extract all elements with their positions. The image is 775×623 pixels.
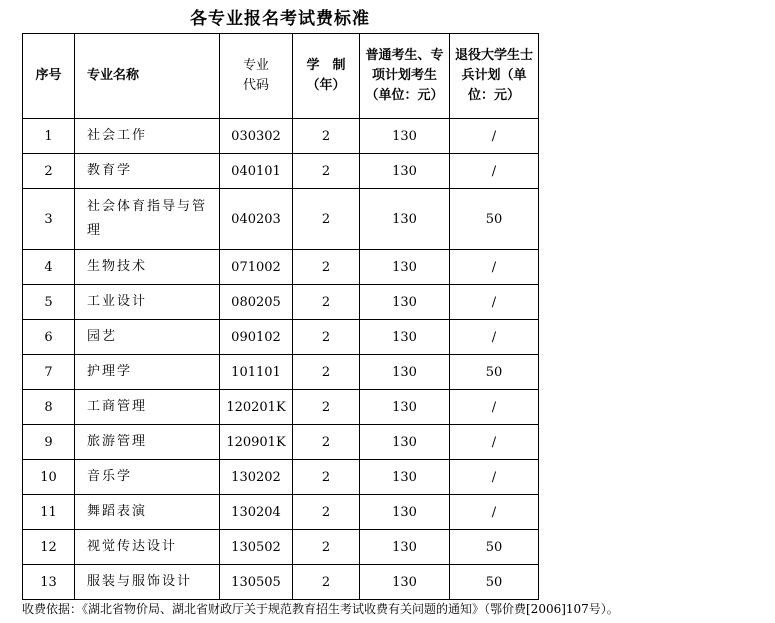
fee-table	[22, 33, 539, 600]
cell-seq: 7	[23, 355, 75, 390]
cell-years: 2	[293, 565, 360, 600]
cell-name: 园艺	[75, 320, 220, 355]
cell-veteran: 50	[450, 189, 539, 250]
cell-veteran: 50	[450, 565, 539, 600]
cell-name: 社会体育指导与管理	[75, 189, 220, 250]
cell-code: 030302	[220, 119, 293, 154]
header-seq: 序号	[23, 34, 75, 119]
cell-veteran: /	[450, 390, 539, 425]
cell-years: 2	[293, 285, 360, 320]
header-code-line1: 专业	[242, 58, 269, 73]
cell-normal: 130	[360, 495, 450, 530]
cell-name: 舞蹈表演	[75, 495, 220, 530]
cell-veteran: 50	[450, 355, 539, 390]
cell-years: 2	[293, 390, 360, 425]
table-row	[23, 390, 539, 425]
cell-years: 2	[293, 320, 360, 355]
cell-code: 101101	[220, 355, 293, 390]
cell-seq: 4	[23, 250, 75, 285]
cell-seq: 8	[23, 390, 75, 425]
cell-years: 2	[293, 250, 360, 285]
cell-code: 130204	[220, 495, 293, 530]
cell-code: 040203	[220, 189, 293, 250]
header-code	[220, 34, 293, 119]
cell-seq: 9	[23, 425, 75, 460]
cell-seq: 3	[23, 189, 75, 250]
cell-name: 音乐学	[75, 460, 220, 495]
cell-normal: 130	[360, 460, 450, 495]
cell-code: 130502	[220, 530, 293, 565]
cell-code: 130202	[220, 460, 293, 495]
cell-veteran: /	[450, 425, 539, 460]
header-name: 专业名称	[75, 34, 220, 119]
cell-code: 080205	[220, 285, 293, 320]
header-code-line2: 代码	[242, 78, 269, 93]
cell-seq: 2	[23, 154, 75, 189]
cell-years: 2	[293, 119, 360, 154]
cell-veteran: 50	[450, 530, 539, 565]
cell-normal: 130	[360, 320, 450, 355]
cell-seq: 11	[23, 495, 75, 530]
cell-normal: 130	[360, 285, 450, 320]
page-title: 各专业报名考试费标准	[190, 9, 370, 29]
header-years-line2: （年）	[306, 78, 346, 93]
cell-code: 130505	[220, 565, 293, 600]
cell-veteran: /	[450, 460, 539, 495]
table-row	[23, 460, 539, 495]
cell-years: 2	[293, 154, 360, 189]
table-row	[23, 285, 539, 320]
header-years	[293, 34, 360, 119]
cell-seq: 13	[23, 565, 75, 600]
table-row	[23, 320, 539, 355]
cell-normal: 130	[360, 355, 450, 390]
cell-name: 服装与服饰设计	[75, 565, 220, 600]
table-row	[23, 495, 539, 530]
cell-seq: 6	[23, 320, 75, 355]
cell-normal: 130	[360, 390, 450, 425]
cell-years: 2	[293, 495, 360, 530]
cell-veteran: /	[450, 154, 539, 189]
cell-years: 2	[293, 189, 360, 250]
cell-seq: 10	[23, 460, 75, 495]
cell-code: 040101	[220, 154, 293, 189]
table-row	[23, 530, 539, 565]
cell-veteran: /	[450, 285, 539, 320]
table-header-row	[23, 34, 539, 119]
cell-code: 120901K	[220, 425, 293, 460]
cell-name: 工业设计	[75, 285, 220, 320]
cell-code: 071002	[220, 250, 293, 285]
table-row	[23, 425, 539, 460]
cell-name: 生物技术	[75, 250, 220, 285]
cell-normal: 130	[360, 565, 450, 600]
cell-years: 2	[293, 530, 360, 565]
cell-code: 120201K	[220, 390, 293, 425]
cell-seq: 5	[23, 285, 75, 320]
cell-name: 工商管理	[75, 390, 220, 425]
cell-code: 090102	[220, 320, 293, 355]
table-row	[23, 154, 539, 189]
cell-normal: 130	[360, 250, 450, 285]
header-normal-fee: 普通考生、专项计划考生（单位：元）	[360, 34, 450, 119]
cell-veteran: /	[450, 495, 539, 530]
cell-normal: 130	[360, 189, 450, 250]
cell-normal: 130	[360, 119, 450, 154]
cell-normal: 130	[360, 530, 450, 565]
cell-name: 旅游管理	[75, 425, 220, 460]
cell-name: 教育学	[75, 154, 220, 189]
cell-seq: 1	[23, 119, 75, 154]
header-years-line1: 学 制	[306, 58, 346, 73]
cell-years: 2	[293, 425, 360, 460]
cell-veteran: /	[450, 320, 539, 355]
cell-years: 2	[293, 355, 360, 390]
cell-name: 护理学	[75, 355, 220, 390]
table-row	[23, 189, 539, 250]
cell-veteran: /	[450, 250, 539, 285]
cell-years: 2	[293, 460, 360, 495]
fee-basis-note: 收费依据：《湖北省物价局、湖北省财政厅关于规范教育招生考试收费有关问题的通知》（鄂价费[2006]107号）。	[22, 602, 619, 616]
table-row	[23, 250, 539, 285]
cell-normal: 130	[360, 425, 450, 460]
table-row	[23, 565, 539, 600]
table-row	[23, 119, 539, 154]
cell-name: 社会工作	[75, 119, 220, 154]
header-veteran-fee: 退役大学生士兵计划（单位：元）	[450, 34, 539, 119]
cell-seq: 12	[23, 530, 75, 565]
cell-normal: 130	[360, 154, 450, 189]
cell-veteran: /	[450, 119, 539, 154]
table-row	[23, 355, 539, 390]
cell-name: 视觉传达设计	[75, 530, 220, 565]
